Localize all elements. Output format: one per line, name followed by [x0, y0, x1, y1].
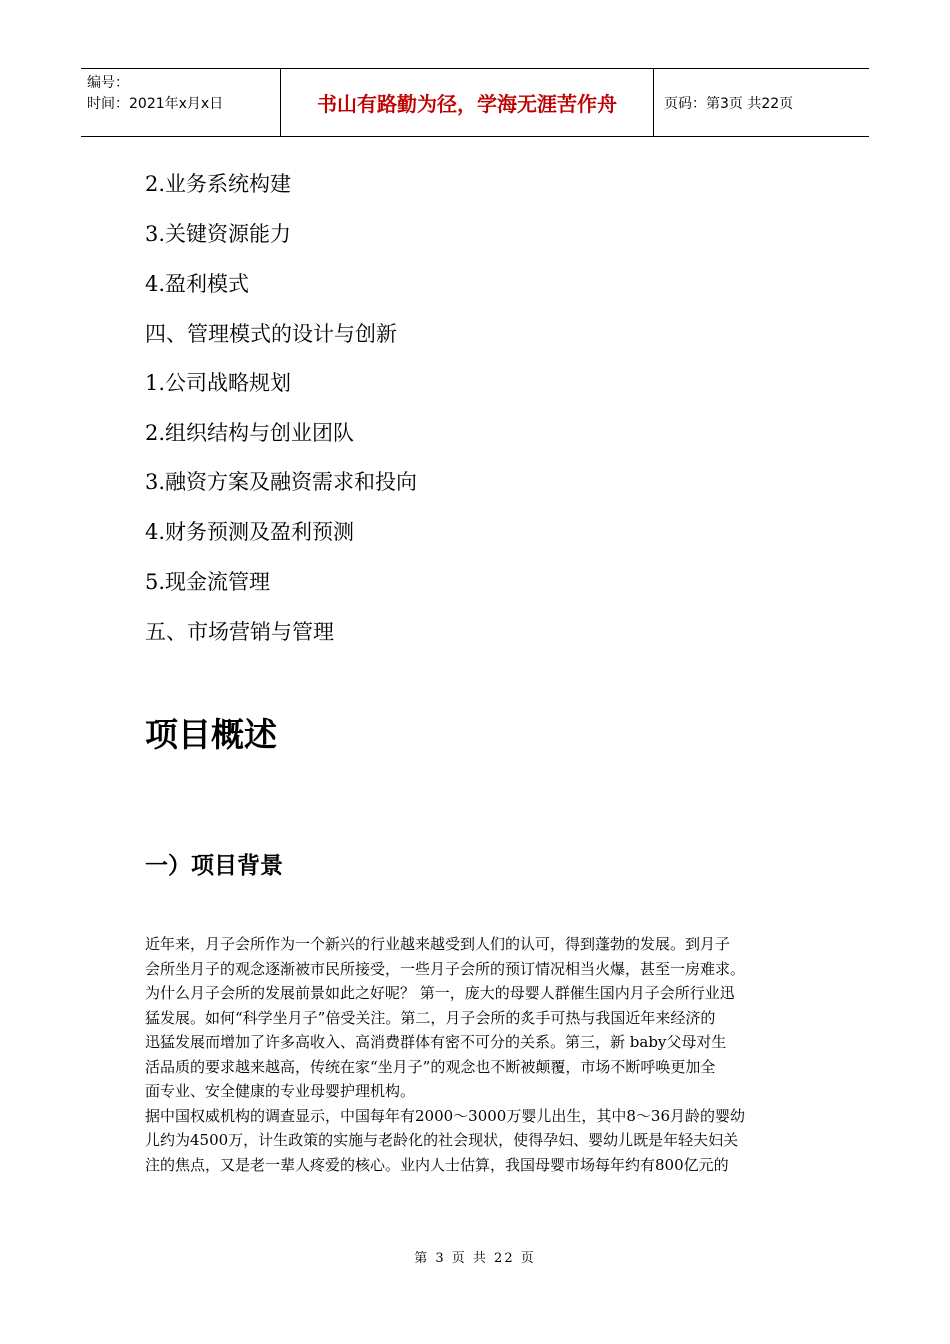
body-paragraphs	[145, 932, 805, 1177]
toc-item: 2.组织结构与创业团队	[145, 421, 355, 445]
body-line: 活品质的要求越来越高，传统在家“坐月子”的观念也不断被颠覆，市场不断呼唤更加全	[145, 1057, 716, 1076]
body-line: 面专业、安全健康的专业母婴护理机构。	[145, 1082, 416, 1100]
document-number-label: 编号：	[87, 75, 129, 91]
toc-item: 1.公司战略规划	[145, 371, 292, 395]
toc-item: 3.关键资源能力	[145, 222, 292, 246]
body-line: 为什么月子会所的发展前景如此之好呢？ 第一，庞大的母婴人群催生国内月子会所行业迅	[145, 984, 735, 1002]
header-motto: 书山有路勤为径，学海无涯苦作舟	[281, 69, 654, 136]
body-line: 据中国权威机构的调查显示，中国每年有2000～3000万婴儿出生，其中8～36月龄的婴幼	[145, 1106, 745, 1125]
page-footer: 第 3 页 共 22 页	[414, 1251, 536, 1266]
header-meta	[81, 69, 281, 136]
toc-item: 5.现金流管理	[145, 570, 271, 594]
body-line: 猛发展。如何“科学坐月子”倍受关注。第二，月子会所的炙手可热与我国近年来经济的	[145, 1008, 716, 1027]
toc-item: 4.盈利模式	[145, 272, 250, 296]
page-header	[81, 68, 869, 137]
toc-item: 3.融资方案及融资需求和投向	[145, 470, 418, 494]
document-time: 时间：2021年x月x日	[87, 96, 224, 112]
body-line: 会所坐月子的观念逐渐被市民所接受，一些月子会所的预订情况相当火爆，甚至一房难求。	[145, 959, 746, 978]
toc-item: 4.财务预测及盈利预测	[145, 520, 355, 544]
header-page-info: 页码：第3页 共22页	[664, 95, 794, 112]
body-line: 儿约为4500万，计生政策的实施与老龄化的社会现状，使得孕妇、婴幼儿既是年轻夫妇关	[145, 1131, 739, 1149]
body-line: 迅猛发展而增加了许多高收入、高消费群体有密不可分的关系。第三，新 baby父母对生	[145, 1033, 727, 1051]
body-line: 注的焦点，又是老一辈人疼爱的核心。业内人士估算，我国母婴市场每年约有800亿元的	[145, 1155, 729, 1174]
toc-item: 四、管理模式的设计与创新	[145, 322, 397, 346]
body-line: 近年来，月子会所作为一个新兴的行业越来越受到人们的认可，得到蓬勃的发展。到月子	[145, 935, 731, 953]
subsection-title: 一）项目背景	[145, 853, 283, 879]
section-title: 项目概述	[145, 715, 277, 754]
toc-item: 五、市场营销与管理	[145, 620, 334, 644]
toc-item: 2.业务系统构建	[145, 172, 292, 196]
